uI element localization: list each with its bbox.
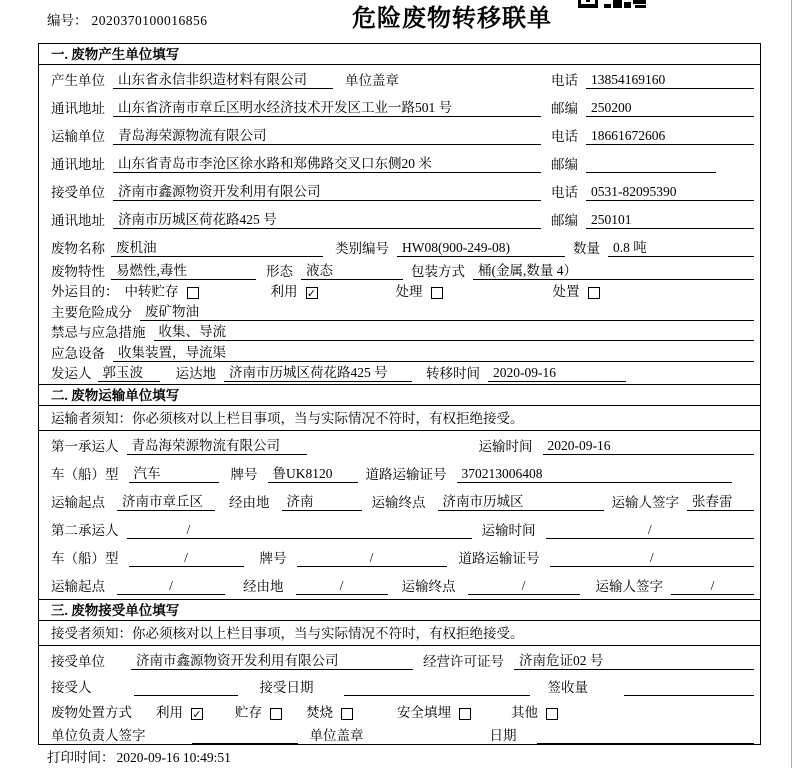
transfer-time-value: 2020-09-16 bbox=[488, 364, 626, 382]
endpoint-value: 济南市历城区 bbox=[438, 493, 604, 511]
receiver-unit-label: 接受单位 bbox=[51, 185, 105, 200]
row-route-1 bbox=[39, 487, 760, 515]
checkbox-treat bbox=[431, 287, 443, 299]
purpose-option-storage bbox=[125, 283, 199, 300]
vehicle-type-label: 车（船）型 bbox=[51, 551, 119, 566]
checkbox-dispose bbox=[588, 287, 600, 299]
phone-label: 电话 bbox=[551, 129, 578, 144]
row-emergency-equipment bbox=[39, 343, 760, 364]
endpoint-label: 运输终点 bbox=[401, 579, 456, 594]
first-carrier-value: 青岛海荣源物流有限公司 bbox=[127, 437, 307, 455]
form-label: 形态 bbox=[266, 263, 293, 279]
postcode-label: 邮编 bbox=[551, 101, 578, 116]
waste-property-value: 易燃性,毒性 bbox=[111, 262, 256, 280]
endpoint-value: / bbox=[468, 577, 580, 595]
address-label: 通讯地址 bbox=[51, 213, 105, 228]
checkbox-disposal-landfill bbox=[459, 708, 471, 720]
receiver-unit-value: 济南市鑫源物资开发利用有限公司 bbox=[113, 183, 541, 201]
receive-date-label: 接受日期 bbox=[259, 680, 314, 695]
producer-postcode-value: 250200 bbox=[586, 99, 754, 117]
destination-label: 运达地 bbox=[175, 366, 216, 381]
checkbox-label: 其他 bbox=[511, 705, 538, 720]
emergency-equipment-value: 收集装置，导流渠 bbox=[113, 344, 754, 362]
first-carrier-label: 第一承运人 bbox=[51, 439, 119, 454]
serial-label: 编号： bbox=[47, 13, 88, 28]
transport-time-label: 运输时间 bbox=[478, 439, 533, 454]
serial-number bbox=[47, 12, 208, 29]
purpose-option-dispose bbox=[553, 283, 600, 300]
checkbox-label: 中转贮存 bbox=[124, 284, 179, 299]
row-route-2 bbox=[39, 571, 760, 599]
responsible-sign-value bbox=[192, 727, 298, 744]
row-responsible-signature bbox=[39, 723, 760, 746]
checkbox-label: 安全填埋 bbox=[397, 705, 451, 720]
signed-quantity-value bbox=[624, 679, 754, 696]
row-waste-name bbox=[39, 233, 760, 261]
checkbox-label: 焚烧 bbox=[306, 705, 333, 720]
receiver-person-label: 接受人 bbox=[51, 680, 92, 695]
checkbox-disposal-incinerate bbox=[341, 708, 353, 720]
transporter-notice: 运输者须知：你必须核对以上栏目事项，当与实际情况不符时，有权拒绝接受。 bbox=[39, 406, 760, 431]
row-outbound-purpose bbox=[39, 282, 760, 303]
checkbox-label: 利用 bbox=[270, 284, 298, 299]
receiver-postcode-value: 250101 bbox=[586, 211, 754, 229]
row-producer-unit bbox=[39, 65, 760, 93]
checkbox-use: ✓ bbox=[306, 287, 317, 300]
producer-address-value: 山东省济南市章丘区明水经济技术开发区工业一路501 号 bbox=[113, 99, 541, 117]
transport-postcode-value bbox=[586, 156, 716, 173]
checkbox-label: 处置 bbox=[552, 284, 580, 299]
checkbox-label: 贮存 bbox=[235, 705, 262, 720]
category-code-label: 类别编号 bbox=[335, 241, 389, 256]
transport-time-value: / bbox=[546, 521, 755, 539]
plate-label: 牌号 bbox=[259, 551, 287, 566]
consignor-value: 郭玉波 bbox=[98, 364, 160, 382]
receiver-phone-value: 0531-82095390 bbox=[586, 183, 754, 201]
qr-code-fragment bbox=[578, 0, 650, 8]
page-edge-line bbox=[791, 0, 792, 768]
disposal-option-landfill bbox=[397, 704, 471, 721]
via-label: 经由地 bbox=[229, 495, 270, 510]
checkbox-label: 处理 bbox=[395, 284, 423, 299]
road-permit-value: 370213006408 bbox=[457, 465, 732, 483]
outbound-purpose-label: 外运目的： bbox=[51, 284, 119, 299]
section-transporter bbox=[39, 384, 760, 599]
via-value: / bbox=[296, 577, 388, 595]
waste-name-value: 废机油 bbox=[111, 239, 323, 257]
row-main-hazard bbox=[39, 302, 760, 323]
checkbox-transfer-storage bbox=[187, 287, 199, 299]
receive-date-value bbox=[344, 679, 530, 696]
manifest-form bbox=[38, 43, 761, 745]
unit-seal-label: 单位盖章 bbox=[345, 73, 399, 88]
transport-phone-value: 18661672606 bbox=[586, 127, 754, 145]
row-receiver-unit bbox=[39, 177, 760, 205]
receiver-notice: 接受者须知：你必须核对以上栏目事项，当与实际情况不符时，有权拒绝接受。 bbox=[39, 621, 760, 646]
serial-value: 2020370100016856 bbox=[91, 13, 208, 28]
row-first-carrier bbox=[39, 431, 760, 459]
row-left bbox=[51, 99, 551, 117]
postcode-label: 邮编 bbox=[551, 213, 578, 228]
row-transport-address bbox=[39, 149, 760, 177]
date-value bbox=[537, 727, 755, 744]
row-emergency-measures bbox=[39, 323, 760, 344]
receiver-person-value bbox=[134, 679, 238, 696]
checkbox-disposal-storage bbox=[270, 708, 282, 720]
row-receive-unit bbox=[39, 646, 760, 674]
disposal-option-incinerate bbox=[306, 704, 353, 721]
page-title: 危险废物转移联单 bbox=[352, 6, 552, 32]
carrier-sign-label: 运输人签字 bbox=[611, 495, 679, 510]
vehicle-type-label: 车（船）型 bbox=[51, 467, 119, 482]
via-value: 济南 bbox=[282, 493, 362, 511]
vehicle-type-value: 汽车 bbox=[129, 465, 219, 483]
packaging-label: 包装方式 bbox=[411, 263, 465, 279]
section-producer bbox=[39, 44, 760, 384]
row-left bbox=[51, 71, 551, 89]
phone-label: 电话 bbox=[551, 185, 578, 200]
category-code-value: HW08(900-249-08) bbox=[397, 239, 565, 257]
transport-time-value: 2020-09-16 bbox=[543, 437, 755, 455]
license-value: 济南危证02 号 bbox=[514, 652, 754, 670]
producer-unit-value: 山东省永信非织造材料有限公司 bbox=[113, 71, 333, 89]
carrier-sign-value: / bbox=[671, 577, 754, 595]
road-permit-value: / bbox=[550, 549, 755, 567]
via-label: 经由地 bbox=[243, 579, 284, 594]
second-carrier-value: / bbox=[127, 521, 472, 539]
origin-label: 运输起点 bbox=[51, 579, 105, 594]
address-label: 通讯地址 bbox=[51, 157, 105, 172]
disposal-method-label: 废物处置方式 bbox=[51, 705, 132, 720]
purpose-option-treat bbox=[396, 283, 443, 300]
checkbox-disposal-other bbox=[546, 708, 558, 720]
section-receiver bbox=[39, 599, 760, 746]
transport-unit-value: 青岛海荣源物流有限公司 bbox=[113, 127, 541, 145]
disposal-option-use bbox=[156, 704, 203, 721]
row-right bbox=[551, 99, 754, 117]
plate-value: 鲁UK8120 bbox=[268, 465, 358, 483]
vehicle-type-value: / bbox=[129, 549, 244, 567]
receiver-address-value: 济南市历城区荷花路425 号 bbox=[113, 211, 541, 229]
destination-value: 济南市历城区荷花路425 号 bbox=[224, 364, 412, 382]
row-left bbox=[51, 127, 551, 145]
consignor-label: 发运人 bbox=[51, 366, 92, 381]
postcode-label: 邮编 bbox=[551, 157, 578, 172]
section-receiver-title: 三. 废物接受单位填写 bbox=[39, 600, 760, 621]
carrier-sign-value: 张春雷 bbox=[687, 493, 754, 511]
emergency-measures-value: 收集、导流 bbox=[154, 323, 755, 341]
row-right bbox=[551, 211, 754, 229]
origin-value: 济南市章丘区 bbox=[117, 493, 215, 511]
road-permit-label: 道路运输证号 bbox=[458, 551, 540, 566]
row-consignor bbox=[39, 364, 760, 385]
signed-quantity-label: 签收量 bbox=[547, 680, 588, 695]
responsible-sign-label: 单位负责人签字 bbox=[51, 728, 146, 743]
row-receiver-person bbox=[39, 674, 760, 700]
quantity-label: 数量 bbox=[573, 241, 600, 256]
carrier-sign-label: 运输人签字 bbox=[595, 579, 663, 594]
plate-value: / bbox=[297, 549, 447, 567]
row-receiver-address bbox=[39, 205, 760, 233]
purpose-option-use bbox=[271, 283, 318, 300]
section-transporter-title: 二. 废物运输单位填写 bbox=[39, 385, 760, 406]
receive-unit-label: 接受单位 bbox=[51, 654, 105, 669]
row-disposal-method bbox=[39, 700, 760, 723]
checkbox-label: 利用 bbox=[156, 705, 183, 720]
license-label: 经营许可证号 bbox=[423, 654, 504, 669]
row-right bbox=[551, 156, 754, 173]
unit-seal-label: 单位盖章 bbox=[309, 728, 364, 743]
row-right bbox=[551, 127, 754, 145]
row-vehicle-2 bbox=[39, 543, 760, 571]
transport-unit-label: 运输单位 bbox=[51, 129, 105, 144]
row-second-carrier bbox=[39, 515, 760, 543]
disposal-option-storage bbox=[235, 704, 282, 721]
main-hazard-label: 主要危险成分 bbox=[51, 304, 132, 320]
section-producer-title: 一. 废物产生单位填写 bbox=[39, 44, 760, 65]
transport-time-label: 运输时间 bbox=[481, 523, 536, 538]
quantity-value: 0.8 吨 bbox=[608, 239, 754, 257]
row-left bbox=[51, 211, 551, 229]
row-left bbox=[51, 155, 551, 173]
row-transport-unit bbox=[39, 121, 760, 149]
address-label: 通讯地址 bbox=[51, 101, 105, 116]
second-carrier-label: 第二承运人 bbox=[51, 523, 119, 538]
road-permit-label: 道路运输证号 bbox=[365, 467, 447, 482]
form-value: 液态 bbox=[301, 262, 403, 280]
emergency-measures-label: 禁忌与应急措施 bbox=[51, 325, 146, 340]
producer-phone-value: 13854169160 bbox=[586, 71, 754, 89]
checkbox-disposal-use: ✓ bbox=[192, 708, 202, 721]
producer-unit-label: 产生单位 bbox=[51, 73, 105, 88]
waste-name-label: 废物名称 bbox=[51, 241, 105, 256]
waste-property-label: 废物特性 bbox=[51, 263, 105, 279]
row-right bbox=[551, 71, 754, 89]
print-time-value: 2020-09-16 10:49:51 bbox=[116, 750, 231, 765]
endpoint-label: 运输终点 bbox=[371, 495, 426, 510]
row-waste-property bbox=[39, 261, 760, 282]
disposal-option-other bbox=[511, 704, 558, 721]
emergency-equipment-label: 应急设备 bbox=[51, 345, 105, 361]
receive-unit-value: 济南市鑫源物资开发利用有限公司 bbox=[131, 652, 413, 670]
origin-value: / bbox=[117, 577, 225, 595]
row-right bbox=[551, 183, 754, 201]
row-left bbox=[51, 183, 551, 201]
transfer-time-label: 转移时间 bbox=[426, 366, 480, 381]
phone-label: 电话 bbox=[551, 73, 578, 88]
print-time-label: 打印时间： bbox=[47, 750, 115, 765]
origin-label: 运输起点 bbox=[51, 495, 105, 510]
print-time bbox=[47, 749, 233, 766]
plate-label: 牌号 bbox=[230, 467, 258, 482]
date-label: 日期 bbox=[489, 728, 517, 743]
packaging-value: 桶(金属,数量 4） bbox=[473, 262, 754, 280]
main-hazard-value: 废矿物油 bbox=[140, 303, 754, 321]
transport-address-value: 山东省青岛市李沧区徐水路和郑佛路交叉口东侧20 米 bbox=[113, 155, 541, 173]
row-vehicle-1 bbox=[39, 459, 760, 487]
row-producer-address bbox=[39, 93, 760, 121]
